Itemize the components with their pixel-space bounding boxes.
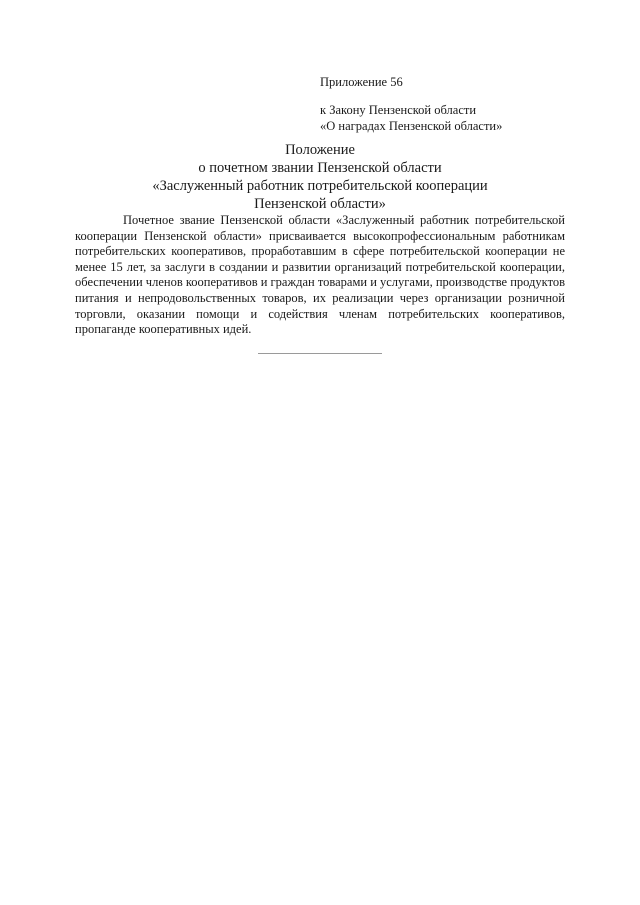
document-title: [100, 141, 540, 213]
title-line-2: о почетном звании Пензенской области: [198, 160, 442, 176]
end-separator-line: [258, 353, 382, 354]
appendix-number: Приложение 56: [320, 75, 403, 89]
title-line-4: Пензенской области»: [254, 196, 386, 212]
title-line-1: Положение: [285, 142, 355, 158]
appendix-header: [320, 74, 580, 134]
appendix-law-line-1: к Закону Пензенской области: [320, 103, 477, 117]
title-line-3: «Заслуженный работник потребительской кооперации: [152, 178, 488, 194]
body-paragraph: Почетное звание Пензенской области «Заслуженный работник потребительской кооперации Пензенской области» присваивается высокопрофессиональным работникам потребительских кооперативов, проработавшим в сфере потребительской кооперации не менее 15 лет, за заслуги в создании и развитии организаций потребительской кооперации, обеспечении членов кооперативов и граждан товарами и услугами, производстве продуктов питания и непродовольственных товаров, их реализации через организации розничной торговли, оказании помощи и содействия членам потребительских кооперативов, пропаганде кооперативных идей.: [75, 213, 566, 337]
appendix-law-line-2: «О наградах Пензенской области»: [320, 119, 503, 133]
